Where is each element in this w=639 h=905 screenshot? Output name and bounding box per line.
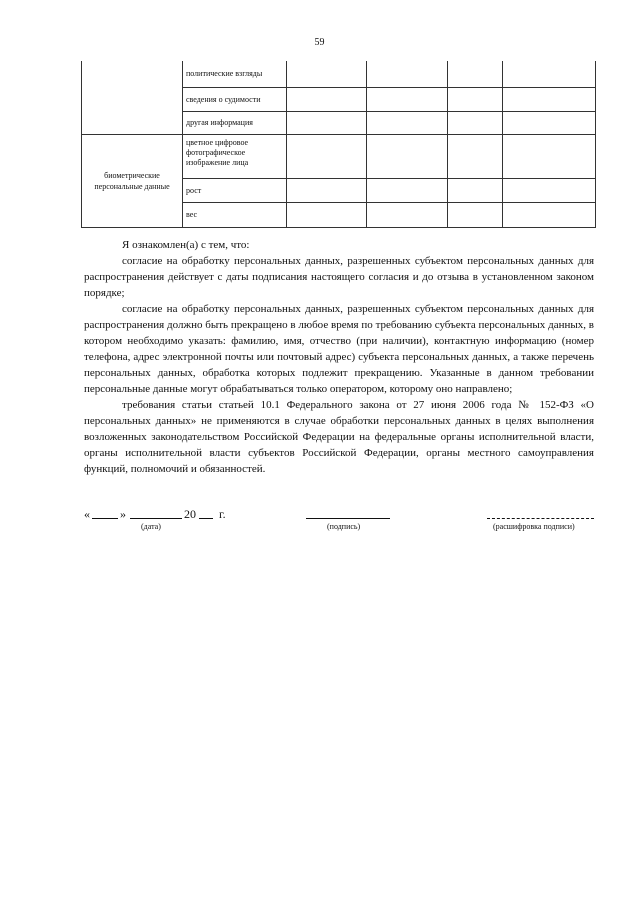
empty-cell <box>287 112 367 135</box>
empty-cell <box>287 179 367 203</box>
item-cell: цветное цифровое фотографическое изображение лица <box>183 135 287 179</box>
paragraph-revocation: согласие на обработку персональных данных, разрешенных субъектом персональных данных для распространения должно быть прекращено в любое время по требованию субъекта персональных данных, в котором необходимо указать: фамилию, имя, отчество (при наличии), контактную информацию (номер телефона, адрес электронной почты или почтовый адрес) субъекта персональных данных, а также перечень персональных данных, обработка которых подлежит прекращению. Указанные в данном требовании персональные данные могут обрабатываться только оператором, которому оно направлено; <box>84 303 594 395</box>
consent-text <box>84 237 594 477</box>
empty-cell <box>367 61 448 88</box>
empty-cell <box>448 61 503 88</box>
paragraph-exemption: требования статьи статьей 10.1 Федерального закона от 27 июня 2006 года № 152-ФЗ «О персональных данных» не применяются в случае обработки персональных данных в целях выполнения возложенных законодательством Российской Федерации на федеральные органы исполнительной власти, органы исполнительной власти субъектов Российской Федерации, органы местного самоуправления функций, полномочий и обязанностей. <box>84 399 594 475</box>
empty-cell <box>448 135 503 179</box>
item-cell: другая информация <box>183 112 287 135</box>
empty-cell <box>287 61 367 88</box>
item-cell: вес <box>183 203 287 228</box>
empty-cell <box>287 88 367 112</box>
empty-cell <box>287 203 367 228</box>
item-cell: сведения о судимости <box>183 88 287 112</box>
empty-cell <box>367 203 448 228</box>
empty-cell <box>367 179 448 203</box>
date-caption: (дата) <box>141 522 161 531</box>
day-field[interactable] <box>92 505 118 519</box>
year-field[interactable] <box>199 505 213 519</box>
item-cell: рост <box>183 179 287 203</box>
year-suffix: г. <box>219 507 226 521</box>
date-close-quote: » <box>120 507 126 521</box>
decoding-caption: (расшифровка подписи) <box>493 522 575 531</box>
empty-cell <box>503 112 596 135</box>
empty-cell <box>367 112 448 135</box>
personal-data-table <box>81 61 596 228</box>
category-cell: биометрические персональные данные <box>82 135 183 228</box>
empty-cell <box>448 203 503 228</box>
empty-cell <box>367 88 448 112</box>
empty-cell <box>287 135 367 179</box>
table-row <box>82 61 596 88</box>
empty-cell <box>448 179 503 203</box>
empty-cell <box>448 112 503 135</box>
year-prefix: 20 <box>184 507 196 521</box>
month-field[interactable] <box>130 505 182 519</box>
empty-cell <box>503 88 596 112</box>
item-cell: политические взгляды <box>183 61 287 88</box>
empty-cell <box>503 179 596 203</box>
empty-cell <box>448 88 503 112</box>
intro-paragraph: Я ознакомлен(а) с тем, что: <box>122 239 250 251</box>
signature-field[interactable] <box>306 505 390 519</box>
page-number: 59 <box>314 37 325 48</box>
empty-cell <box>367 135 448 179</box>
signature-caption: (подпись) <box>327 522 361 531</box>
empty-cell <box>503 61 596 88</box>
decoding-field[interactable] <box>487 505 594 519</box>
table-row <box>82 135 596 179</box>
category-cell <box>82 61 183 135</box>
paragraph-validity: согласие на обработку персональных данных, разрешенных субъектом персональных данных для распространения действует с даты подписания настоящего согласия и до отзыва в установленном законом порядке; <box>84 255 594 299</box>
empty-cell <box>503 135 596 179</box>
date-open-quote: « <box>84 507 90 521</box>
empty-cell <box>503 203 596 228</box>
